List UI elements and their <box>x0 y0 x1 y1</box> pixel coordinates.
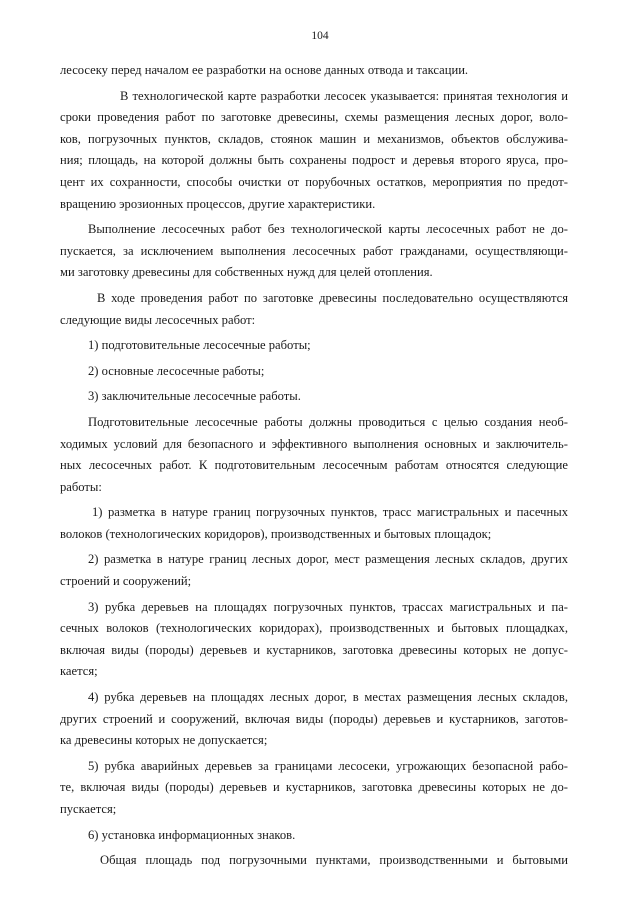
text-line: 1) разметка в натуре границ погрузочных пунктов, трасс магистральных и пасечных <box>92 505 568 520</box>
text-line: 4) рубка деревьев на площадях лесных дорог, в местах размещения лесных складов, <box>88 690 568 705</box>
text-line: строений и сооружений; <box>60 574 192 589</box>
text-line: вращению эрозионных процессов, другие характеристики. <box>60 196 376 211</box>
text-line: сроки проведения работ по заготовке древесины, схемы размещения лесных дорог, воло- <box>60 110 568 125</box>
text-line: 5) рубка аварийных деревьев за границами лесосеки, угрожающих безопасной рабо- <box>88 758 568 773</box>
text-line: включая виды (породы) деревьев и кустарников, заготовка древесины которых не допус- <box>60 642 568 657</box>
text-line: 3) заключительные лесосечные работы. <box>88 389 301 404</box>
text-line: ходимых условий для безопасного и эффективного выполнения основных и заключитель- <box>60 436 568 451</box>
text-line: ния; площадь, на которой должны быть сохранены подрост и деревья второго яруса, про- <box>60 153 568 168</box>
text-line: ка древесины которых не допускается; <box>60 733 268 748</box>
text-line: волоков (технологических коридоров), производственных и бытовых площадок; <box>60 526 492 541</box>
text-line: Выполнение лесосечных работ без технологической карты лесосечных работ не до- <box>88 222 568 237</box>
text-line: Подготовительные лесосечные работы должны проводиться с целью создания необ- <box>88 414 568 429</box>
text-line: ных лесосечных работ. К подготовительным лесосечным работам относятся следующие <box>60 458 568 473</box>
text-line: ков, погрузочных пунктов, складов, стоянок машин и механизмов, объектов обслужива- <box>60 131 568 146</box>
text-line: В технологической карте разработки лесосек указывается: принятая технология и <box>120 88 568 103</box>
text-line: следующие виды лесосечных работ: <box>60 312 256 327</box>
text-line: других строений и сооружений, включая виды (породы) деревьев и кустарников, заготов- <box>60 711 568 726</box>
text-line: Общая площадь под погрузочными пунктами, производственными и бытовыми <box>100 853 568 868</box>
text-line: сечных волоков (технологических коридорах), производственных и бытовых площадках, <box>60 621 568 636</box>
text-line: ми заготовку древесины для собственных нужд для целей отопления. <box>60 265 433 280</box>
text-line: 1) подготовительные лесосечные работы; <box>88 338 311 353</box>
text-line: 2) разметка в натуре границ лесных дорог, мест размещения лесных складов, других <box>88 552 568 567</box>
text-line: работы: <box>60 479 102 494</box>
text-line: 2) основные лесосечные работы; <box>88 363 265 378</box>
page-number: 104 <box>311 30 329 42</box>
text-line: 6) установка информационных знаков. <box>88 827 296 842</box>
text-line: лесосеку перед началом ее разработки на основе данных отвода и таксации. <box>60 63 469 77</box>
text-line: 3) рубка деревьев на площадях погрузочных пунктов, трассах магистральных и па- <box>88 599 568 614</box>
text-line: пускается; <box>60 802 117 816</box>
text-line: цент их сохранности, способы очистки от порубочных остатков, мероприятия по предот- <box>60 174 568 189</box>
text-line: В ходе проведения работ по заготовке древесины последовательно осуществляются <box>97 290 568 305</box>
text-line: пускается, за исключением выполнения лесосечных работ гражданами, осуществляющи- <box>60 243 568 258</box>
text-line: кается; <box>60 664 98 679</box>
body-text <box>60 60 568 872</box>
text-line: те, включая виды (породы) деревьев и кустарников, заготовка древесины которых не до- <box>60 780 568 795</box>
